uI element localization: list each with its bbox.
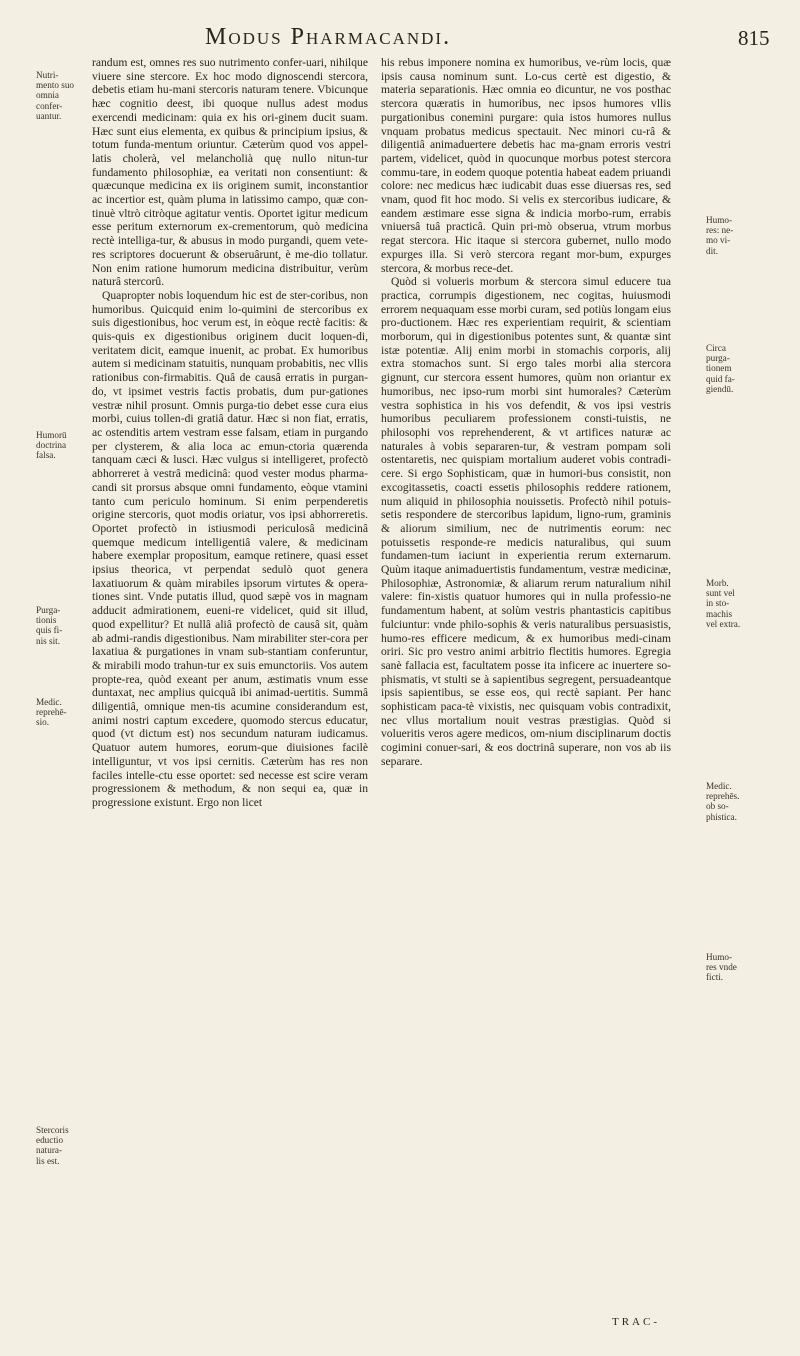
paragraph: Quòd si volueris morbum & stercora simul educere tua practica, corrumpis digestionem, nec cogitas, huiusmodi errorem nequaquam esse morbi curam, sed potiùs longam eius pro-ductionem. Hæc res experientiam requirit, & scientiam morborum, qui in digestionibus potentes sunt, & quantæ sint istæ potentiæ. Alij enim morbi in stomachis corporis, alij extra stomachos sunt. Si ergo tales morbi alia stercora gignunt, cur stercora essent humores, quùm non oriantur ex humoribus, nec ipso-rum morbi sint humorales? Cæterùm vestra sophistica in his vos defendit, & vos ipsi vestris humoribus peculiarem professionem consti-tuistis, ne philosophi vos reprehenderent, & vt artifices naturæ ac naturales à vobis separaren-tur, & vestram pompam soli ostentaretis, nec quispiam mortalium auderet vobis contradi-cere. Si ergo Sophisticam, quæ in humori-bus consistit, non excogitassetis, coacti essetis philosophis reddere rationem, num aliquid in philosophia nouissetis. Profectò nihil potuis-setis respondere de stercoribus lapidum, ligno-rum, graminis & aliorum similium, nec de nutrimentis eorum: nec potuissetis responde-re medicis naturalibus, qui suum fundamen-tum iaciunt in experientia rerum externarum. Quùm itaque animaduertistis fundamentum, vestræ medicinæ, Philosophiæ, Astronomiæ, & aliarum rerum naturalium nihil valere: fin-xistis quatuor humores qui in nulla professio-ne fundamentum habent, at solùm vestris phantasticis capitibus fulciuntur: vnde philo-sophis & veris naturalibus persuasistis, humo-res efficere medicum, & ex humoribus medi-cinam oriri. Sic pro vestro animi arbitrio flectitis humores. Egregia sanè fallacia est, facultatem posse ita inficere ac inuertere so-phismatis, vt stulti se à sapientibus segregent, persuadeantque ipsis sapientibus, se esse eos, qui rectè sapiant. Per hanc sophisticam paca-tè vixistis, nec quisquam vobis contradixit, nec vllus mortalium nouit vestras præstigias. Quòd si volueritis veros agere medicos, om-nium disciplinarum doctis cogimini conuer-sari, & eos doctrinâ superare, non vos ab iis separare. <box>381 275 671 768</box>
right-text-column <box>381 56 671 769</box>
marginal-note: Morb. sunt vel in sto- machis vel extra. <box>706 578 741 629</box>
marginal-note: Humo- res vnde ficti. <box>706 952 737 983</box>
marginal-note: Circa purga- tionem quid fa- giendū. <box>706 343 735 394</box>
paragraph: randum est, omnes res suo nutrimento confer-uari, nihilque viuere sine stercore. Ex hoc modo dignoscendi stercora, debetis etiam hu-mani stercoris naturam tenere. Vbicunque hæc cognitio deest, ibi quoque nullus adest modus exercendi medicinam: quia ex his ori-ginem ducit suam. Hæc sunt eius elementa, ex quibus & principium ipsius, & totum funda-mentum oriuntur. Cæterùm quod vos appel-latis cholerà, vel melancholià quę nullo nitun-tur fundamento philosophiæ, ea veritati non consentiunt: & quæcunque medicina ex iis originem sumit, inconstantior ac incertior est, quàm pluma in latissimo campo, quæ con-tinuè vltrò citròque agitatur ventis. Oportet igitur medicum esse peritum externorum ex-crementorum, quò medicina rectè intelliga-tur, & abusus in modo purgandi, quem vete-res scriptores docuerunt & obseruârunt, è me-dio tollatur. Non enim ratione humorum medicina distribuitur, verùm naturâ stercorû. <box>92 56 368 289</box>
paragraph: Quapropter nobis loquendum hic est de ster-coribus, non humoribus. Quicquid enim lo-quimini de stercoribus ex suis digestionibus, hoc verum est, in eòque rectè facitis: & quis-quis ex digestionibus originem ducit loquen-di, veritatem dicit, eamque inuenit, ac probat. Ex humoribus autem si medicinam statuitis, nunquam probabitis, nec vllis rationibus con-firmabitis. Quâ de causâ erratis in purgan-do, vt ipsimet vestris factis probatis, dum pur-gationes vestræ nihil prosunt. Omnis purga-tio debet esse cura eius morbi, cuius tollen-di gratiâ datur. Hæc si non fiat, erratis, ac ostenditis artem vestram esse falsam, etiam in purgando per clysterem, & alia loca ac emun-ctoria quærenda tanquam cæci & lusci. Hæc vulgus si intelligeret, profectò abhorreret à vestrâ medicinâ: quod vester modus pharma-candi sit prorsus absque omni fundamento, eòque vtamini tanto cum periculo hominum. Si enim perpenderetis origine stercoris, quot modis oriatur, vos ipsi abhorreretis. Oportet profectò in istiusmodi periculosâ medicinâ quemque medicum intelligentiâ valere, & medicinam habere exemplar propositum, eamque retinere, quasi esset ipsius theorica, vt perpendat sedulò quot genera laxatiuorum & quàm mirabiles ipsorum virtutes & opera-tiones sint. Vnde putatis illud, quod sæpè vos in magnam adducit admirationem, eueni-re videlicet, quid sit illud, quod expellitur? Et nullâ aliâ profectò de causâ sit, quàm ab admi-randis digestionibus. Nam mirabiliter ster-cora per laxatiua & purgationes in vnam sub-stantiam conferuntur, & mirabili modo trahun-tur ex suis emunctoriis. Vos autem propte-rea, quòd exeant per anum, æstimatis vnum esse duntaxat, nec amplius quicquâ ibi animad-uertitis. Summâ diligentiâ, omnique men-tis acumine considerandum est, animi nostri captum excedere, quomodo stercus educatur, quod (vt dictum est) nos secundum naturam iudicamus. Quatuor autem humores, eorum-que diuisiones facilè intelliguntur, vt vos ipsi cernitis. Cæterùm has res non faciles intelle-ctu esse oportet: sed necesse est scire veram progressionem & methodum, & non sequi ea, quæ in progressione existunt. Ergo non licet <box>92 288 368 809</box>
catchword: TRAC- <box>612 1316 660 1328</box>
marginal-note: Humorū doctrina falsa. <box>36 430 67 461</box>
marginal-note: Medic. reprehē- sio. <box>36 697 67 728</box>
paragraph: his rebus imponere nomina ex humoribus, ve-rùm locis, quæ ipsis causa nominum sunt. Lo-cus certè est digestio, & materia separationis. Hæc omnia eo dicuntur, ne vos posthac stercora quæratis in humoribus, nec ipsos humores vllis purgationibus conemini purgare: quia istos humores nullus vnquam probatus medicus spectauit. Nec minori cu-râ & diligentiâ animaduertere debetis hac ma-gnam erroris vestri partem, videlicet, quòd in quocunque morbus potest stercora commu-tare, in eodem quoque potentia habeat eadem priuandi colore: nec medicus hæc iudicabit duas esse diuersas res, sed vnam, quod fit hoc modo. Si velis ex stercoribus iudicare, & eandem æstimare esse signa & indicia morbo-rum, errabis vniuersâ tuâ practicâ. Quin pri-mò obserua, vtrum morbus regat stercora. Hic itaque si stercora gubernet, nullo modo expurges illa. Si verò stercora regant mor-bum, expurges stercora, & morbus rece-det. <box>381 56 671 275</box>
marginal-note: Stercoris eductio natura- lis est. <box>36 1125 69 1166</box>
marginal-note: Medic. reprehēs. ob so- phistica. <box>706 781 740 822</box>
page-header <box>0 18 800 58</box>
marginal-note: Nutri- mento suo omnia confer- uantur. <box>36 70 75 121</box>
running-head: Modus Pharmacandi. <box>205 24 452 50</box>
page-number: 815 <box>738 26 770 50</box>
marginal-note: Humo- res: ne- mo vi- dit. <box>706 215 734 256</box>
marginal-note: Purga- tionis quis fi- nis sit. <box>36 605 63 646</box>
left-text-column <box>92 56 368 810</box>
